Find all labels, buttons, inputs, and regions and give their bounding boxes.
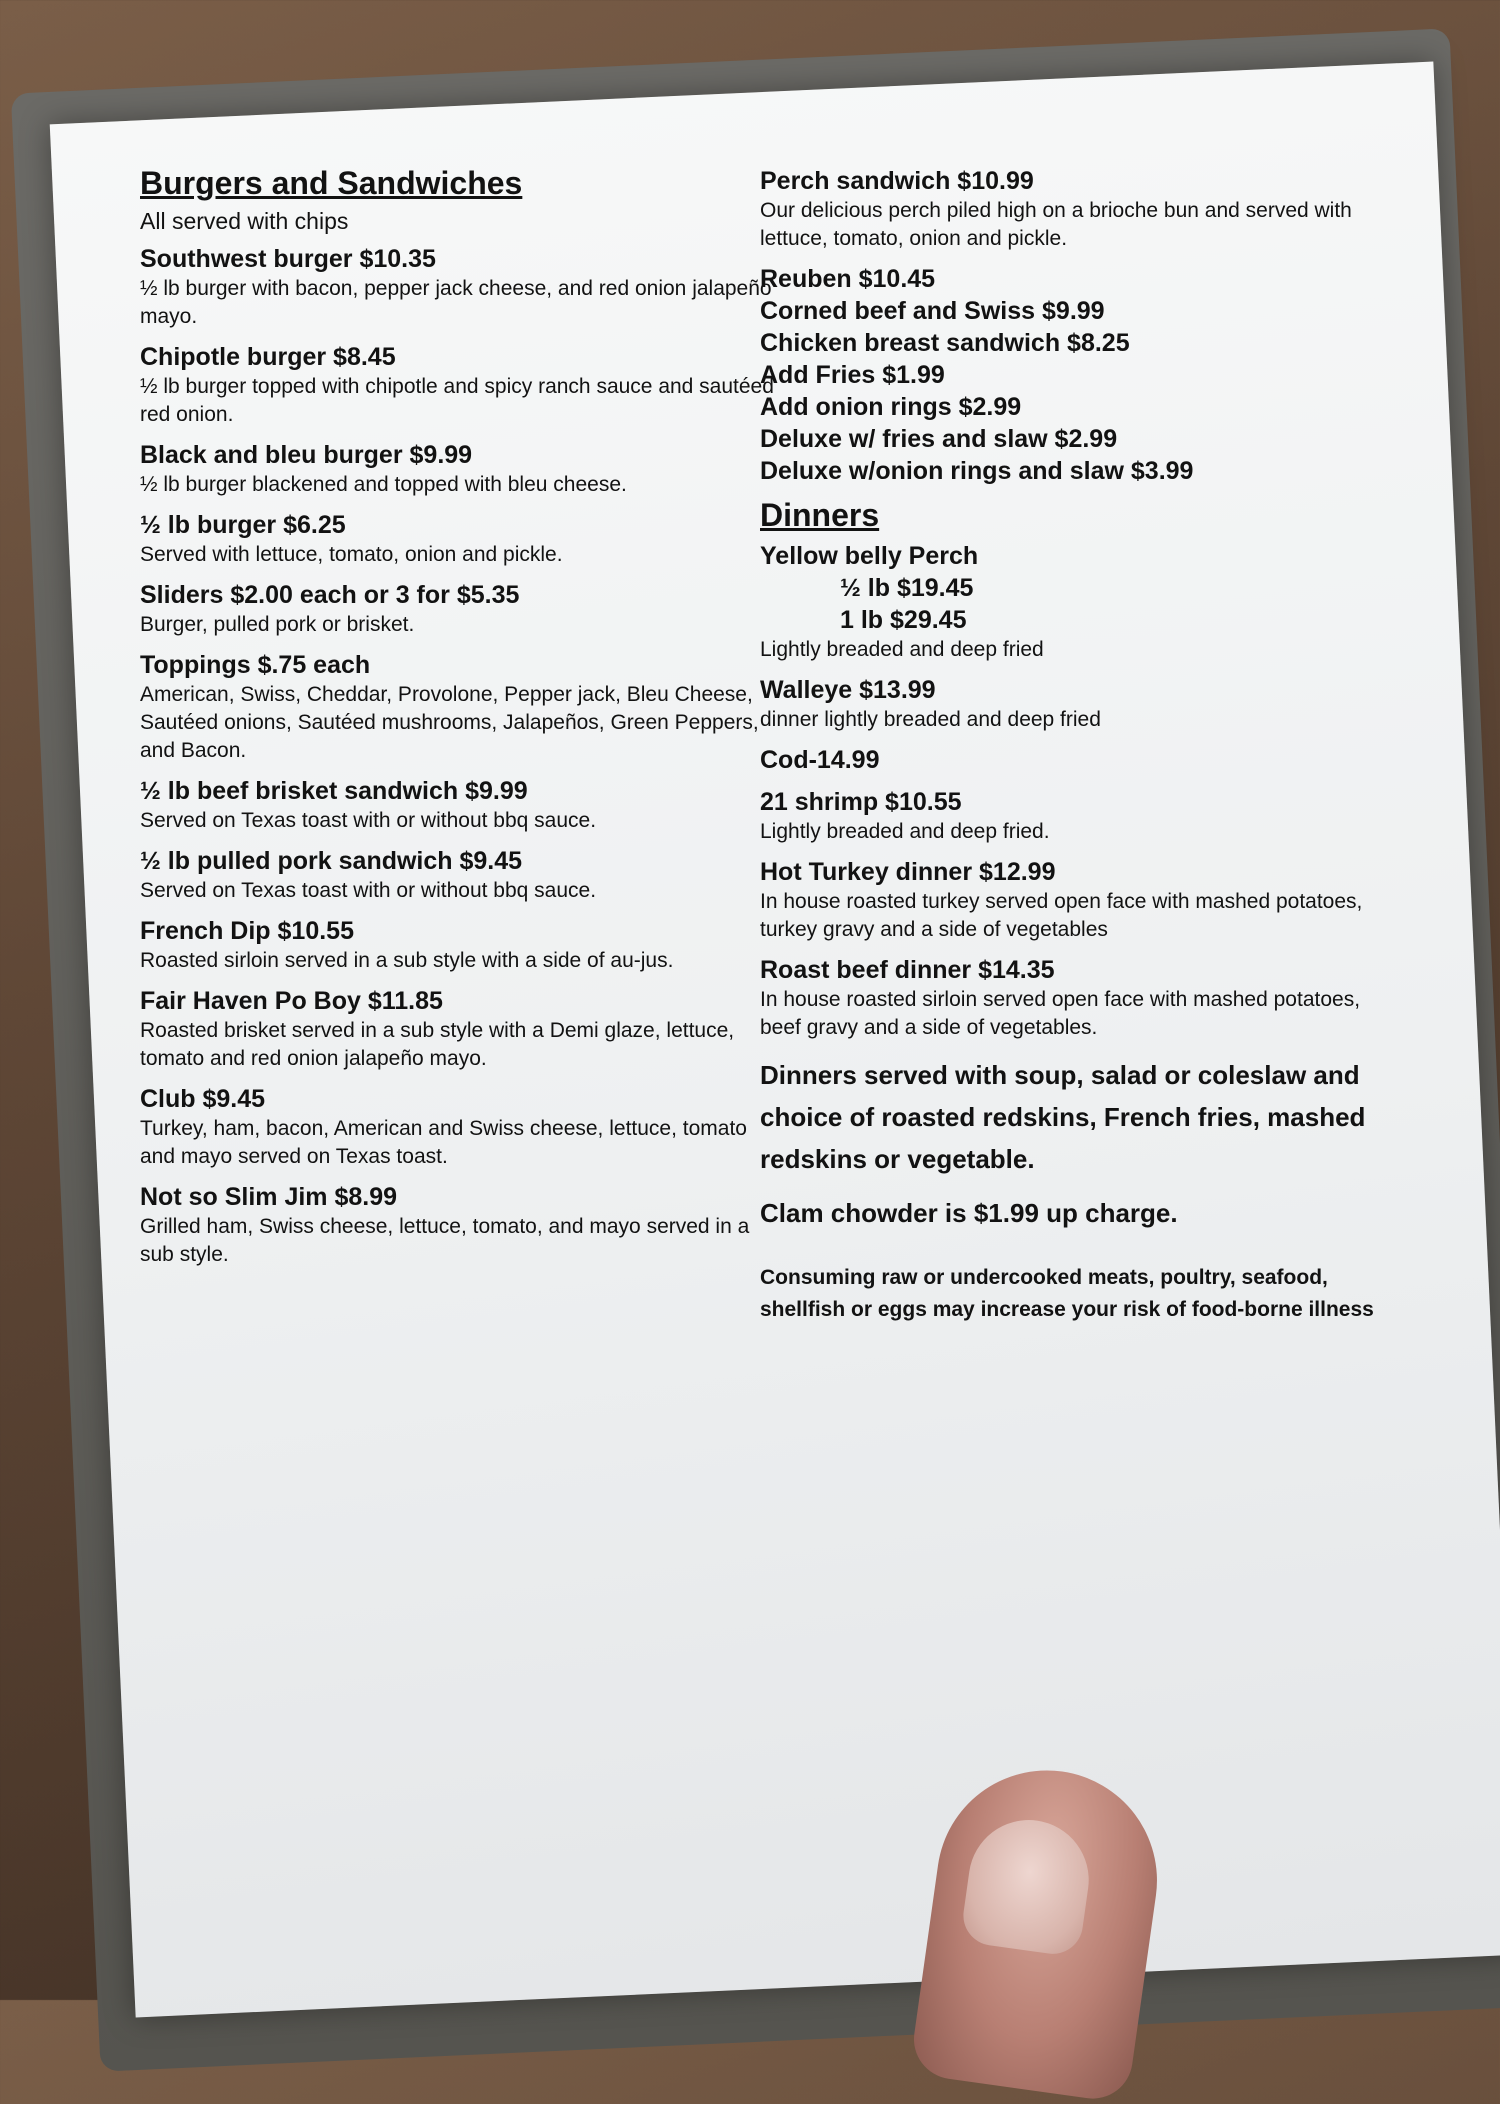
item-title: French Dip $10.55 xyxy=(140,917,354,945)
item-title: Cod-14.99 xyxy=(760,746,880,774)
item-desc: ½ lb burger topped with chipotle and spicy ranch sauce and sautéed red onion. xyxy=(140,375,774,426)
extra-item: Add onion rings $2.99 xyxy=(760,393,1022,421)
extra-item: Chicken breast sandwich $8.25 xyxy=(760,329,1130,357)
menu-item xyxy=(760,540,1400,664)
menu-item xyxy=(760,744,1400,776)
item-title: Yellow belly Perch xyxy=(760,542,979,570)
item-desc: dinner lightly breaded and deep fried xyxy=(760,708,1101,731)
menu-item xyxy=(140,845,780,905)
extra-item: Deluxe w/onion rings and slaw $3.99 xyxy=(760,457,1194,485)
item-desc: American, Swiss, Cheddar, Provolone, Pepper jack, Bleu Cheese, Sautéed onions, Sautéed mushrooms, Jalapeños, Green Peppers, and Bacon. xyxy=(140,683,759,762)
menu-item xyxy=(760,954,1400,1042)
item-desc: Burger, pulled pork or brisket. xyxy=(140,613,415,636)
menu-item xyxy=(140,775,780,835)
menu-item xyxy=(760,786,1400,846)
extras-list xyxy=(760,263,1400,487)
menu-item xyxy=(140,579,780,639)
item-desc: Roasted sirloin served in a sub style with a side of au-jus. xyxy=(140,949,674,972)
burgers-column xyxy=(140,165,780,1279)
item-title: ½ lb beef brisket sandwich $9.99 xyxy=(140,777,528,805)
dinners-heading: Dinners xyxy=(760,497,880,533)
item-title: Hot Turkey dinner $12.99 xyxy=(760,858,1056,886)
item-title: ½ lb burger $6.25 xyxy=(140,511,346,539)
item-title: 21 shrimp $10.55 xyxy=(760,788,962,816)
item-title: Southwest burger $10.35 xyxy=(140,245,436,273)
item-price: 1 lb $29.45 xyxy=(840,606,967,634)
item-desc: In house roasted sirloin served open face with mashed potatoes, beef gravy and a side of vegetables. xyxy=(760,988,1361,1039)
item-desc: Served on Texas toast with or without bbq sauce. xyxy=(140,809,597,832)
food-safety-warning: Consuming raw or undercooked meats, poultry, seafood, shellfish or eggs may increase your risk of food-borne illness xyxy=(760,1266,1374,1321)
menu-item xyxy=(140,509,780,569)
menu-item xyxy=(760,165,1400,253)
item-desc: Served on Texas toast with or without bbq sauce. xyxy=(140,879,597,902)
item-title: Black and bleu burger $9.99 xyxy=(140,441,473,469)
menu-item xyxy=(140,915,780,975)
item-title: Not so Slim Jim $8.99 xyxy=(140,1183,398,1211)
menu-item xyxy=(140,341,780,429)
item-desc: Served with lettuce, tomato, onion and pickle. xyxy=(140,543,563,566)
item-desc: Turkey, ham, bacon, American and Swiss cheese, lettuce, tomato and mayo served on Texas toast. xyxy=(140,1117,747,1168)
item-title: ½ lb pulled pork sandwich $9.45 xyxy=(140,847,523,875)
item-title: Walleye $13.99 xyxy=(760,676,936,704)
menu-item xyxy=(760,856,1400,944)
extra-item: Corned beef and Swiss $9.99 xyxy=(760,297,1105,325)
burgers-heading: Burgers and Sandwiches xyxy=(140,165,523,201)
menu-item xyxy=(140,1181,780,1269)
item-title: Roast beef dinner $14.35 xyxy=(760,956,1055,984)
item-desc: ½ lb burger blackened and topped with bleu cheese. xyxy=(140,473,627,496)
item-title: Perch sandwich $10.99 xyxy=(760,167,1034,195)
item-title: Fair Haven Po Boy $11.85 xyxy=(140,987,443,1015)
item-title: Club $9.45 xyxy=(140,1085,266,1113)
item-desc: Roasted brisket served in a sub style with a Demi glaze, lettuce, tomato and red onion jalapeño mayo. xyxy=(140,1019,735,1070)
item-desc: Our delicious perch piled high on a brioche bun and served with lettuce, tomato, onion and pickle. xyxy=(760,199,1352,250)
chowder-notice: Clam chowder is $1.99 up charge. xyxy=(760,1198,1178,1228)
item-price: ½ lb $19.45 xyxy=(840,574,974,602)
menu-item xyxy=(140,243,780,331)
menu-item xyxy=(140,1083,780,1171)
item-title: Chipotle burger $8.45 xyxy=(140,343,396,371)
chips-note: All served with chips xyxy=(140,208,349,234)
extra-item: Deluxe w/ fries and slaw $2.99 xyxy=(760,425,1118,453)
item-desc: In house roasted turkey served open face with mashed potatoes, turkey gravy and a side of vegetables xyxy=(760,890,1363,941)
extra-item: Reuben $10.45 xyxy=(760,265,936,293)
menu-item xyxy=(760,674,1400,734)
menu-item xyxy=(140,649,780,765)
dinners-column xyxy=(760,165,1400,1326)
item-title: Toppings $.75 each xyxy=(140,651,371,679)
item-desc: ½ lb burger with bacon, pepper jack cheese, and red onion jalapeño mayo. xyxy=(140,277,772,328)
item-desc: Grilled ham, Swiss cheese, lettuce, tomato, and mayo served in a sub style. xyxy=(140,1215,750,1266)
item-title: Sliders $2.00 each or 3 for $5.35 xyxy=(140,581,520,609)
extra-item: Add Fries $1.99 xyxy=(760,361,945,389)
item-desc: Lightly breaded and deep fried xyxy=(760,638,1044,661)
menu-item xyxy=(140,439,780,499)
dinner-sides-notice: Dinners served with soup, salad or coleslaw and choice of roasted redskins, French fries, mashed redskins or vegetable. xyxy=(760,1060,1366,1174)
burger-items-list xyxy=(140,243,780,1269)
menu-item xyxy=(140,985,780,1073)
item-desc: Lightly breaded and deep fried. xyxy=(760,820,1050,843)
